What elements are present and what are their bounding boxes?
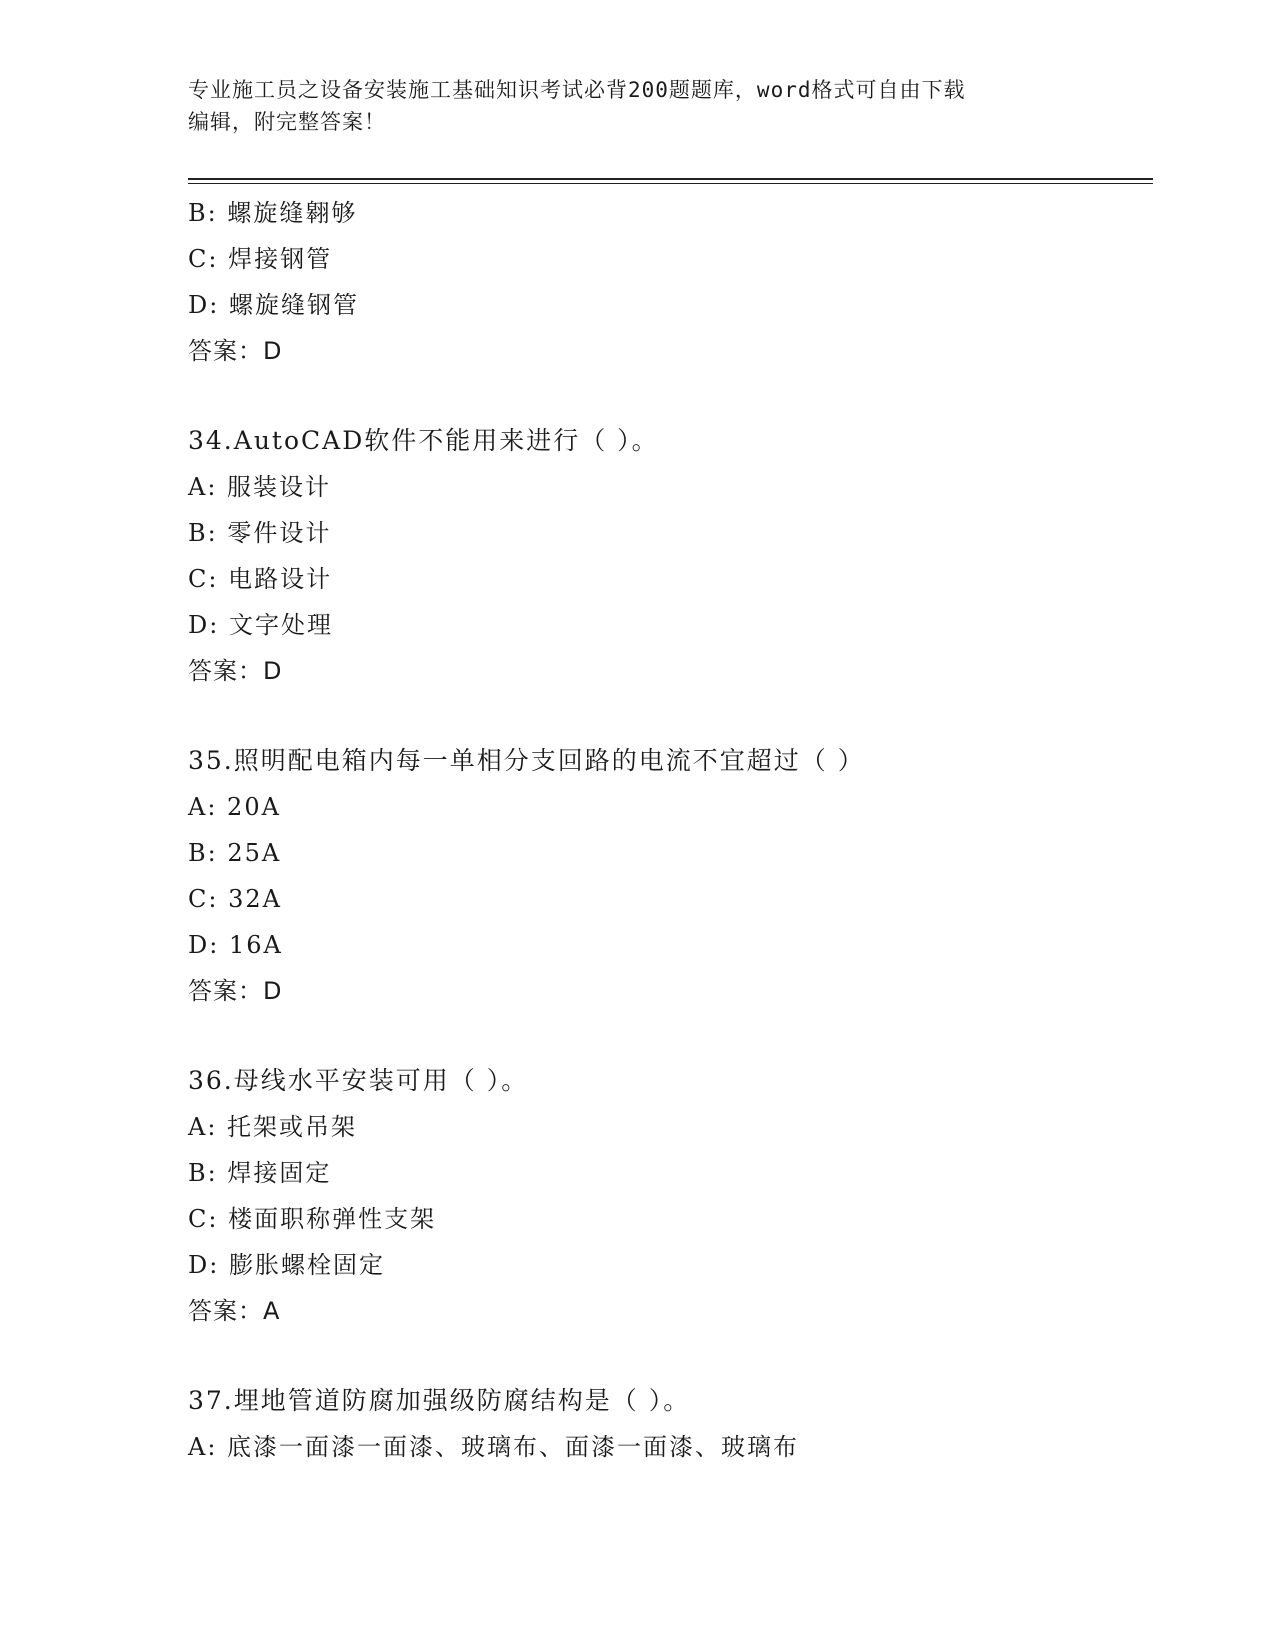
option-b: B: 螺旋缝翱够 <box>188 199 358 227</box>
question-title: 35.照明配电箱内每一单相分支回路的电流不宜超过（ ） <box>188 746 865 775</box>
option-b: B: 25A <box>188 839 282 867</box>
question-block-34 <box>188 418 1148 694</box>
header-line-2: 编辑，附完整答案！ <box>188 110 386 134</box>
question-spacer <box>188 1014 1148 1058</box>
option-d: D: 螺旋缝钢管 <box>188 291 359 319</box>
question-spacer <box>188 694 1148 738</box>
question-list <box>188 190 1148 1470</box>
option-d: D: 膨胀螺栓固定 <box>188 1251 385 1279</box>
option-a: A: 服装设计 <box>188 473 332 501</box>
question-title: 37.埋地管道防腐加强级防腐结构是（ ）。 <box>188 1386 691 1415</box>
option-c: C: 32A <box>188 885 282 913</box>
question-title: 36.母线水平安装可用（ ）。 <box>188 1066 529 1095</box>
header-divider-thin <box>188 183 1153 184</box>
answer-line: 答案：D <box>188 977 283 1005</box>
header-divider-thick <box>188 178 1153 180</box>
document-header <box>188 74 1088 138</box>
answer-line: 答案：D <box>188 337 283 365</box>
option-a: A: 托架或吊架 <box>188 1113 358 1141</box>
answer-line: 答案：A <box>188 1297 281 1325</box>
question-block-36 <box>188 1058 1148 1334</box>
option-c: C: 焊接钢管 <box>188 245 333 273</box>
option-d: D: 16A <box>188 931 283 959</box>
option-c: C: 楼面职称弹性支架 <box>188 1205 437 1233</box>
question-spacer <box>188 374 1148 418</box>
question-block-37 <box>188 1378 1148 1470</box>
option-b: B: 零件设计 <box>188 519 332 547</box>
option-c: C: 电路设计 <box>188 565 333 593</box>
question-spacer <box>188 1334 1148 1378</box>
option-b: B: 焊接固定 <box>188 1159 332 1187</box>
question-block-35 <box>188 738 1148 1014</box>
question-title: 34.AutoCAD软件不能用来进行（ ）。 <box>188 426 659 455</box>
option-a: A: 底漆一面漆一面漆、玻璃布、面漆一面漆、玻璃布 <box>188 1433 800 1461</box>
question-block-partial <box>188 190 1148 374</box>
option-a: A: 20A <box>188 793 281 821</box>
answer-line: 答案：D <box>188 657 283 685</box>
option-d: D: 文字处理 <box>188 611 333 639</box>
header-line-1: 专业施工员之设备安装施工基础知识考试必背200题题库，word格式可自由下载 <box>188 78 966 102</box>
